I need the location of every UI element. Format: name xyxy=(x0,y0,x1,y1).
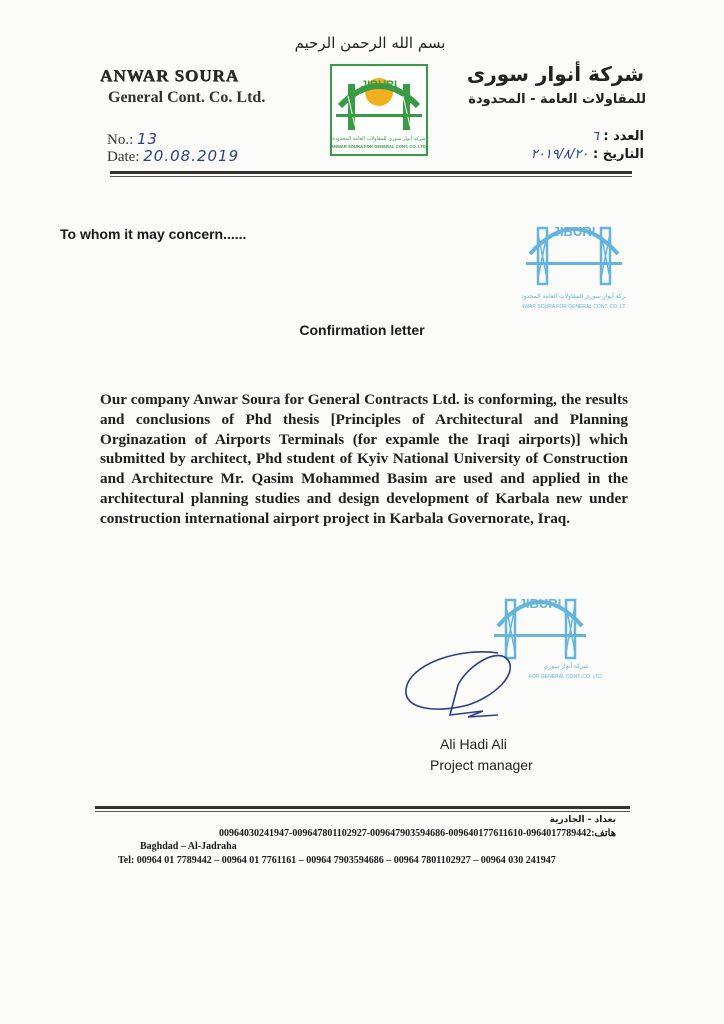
reference-date-ar: التاريخ : ٢٠١٩/٨/٢٠ xyxy=(530,147,644,162)
reference-number: No.: 13 xyxy=(107,130,159,148)
footer-divider xyxy=(95,806,630,809)
svg-text:شركة أنوار سورى للمقاولات العا: شركة أنوار سورى للمقاولات العامة المحدودة xyxy=(332,136,426,142)
bismillah-header: بسم الله الرحمن الرحيم xyxy=(294,34,446,52)
signatory-name: Ali Hadi Ali xyxy=(440,736,507,752)
letter-title: Confirmation letter xyxy=(299,322,425,338)
signatory-role: Project manager xyxy=(430,757,533,773)
svg-text:ANWAR SOURA FOR GENERAL CONT.: ANWAR SOURA FOR GENERAL CONT. CO. LTD. xyxy=(522,304,626,310)
header-divider xyxy=(110,171,632,174)
company-name-en: ANWAR SOURA xyxy=(100,66,239,85)
bridge-logo-icon xyxy=(332,66,426,154)
footer-phones-ar: 00964030241947-009647801102927-009647903594686-009640177611610-0964017789442:هاتف xyxy=(218,828,616,839)
svg-text:JIBURI: JIBURI xyxy=(552,224,596,239)
header-divider-thin xyxy=(110,176,632,177)
handwritten-signature xyxy=(398,645,548,735)
reference-number-ar: العدد : ٦ xyxy=(591,129,644,144)
svg-text:شركة أنوار سورى للمقاولات العا: شركة أنوار سورى للمقاولات العامة المحدودة xyxy=(522,293,626,300)
company-logo xyxy=(330,64,428,156)
company-subtitle-en: General Cont. Co. Ltd. xyxy=(108,89,266,106)
salutation: To whom it may concern...... xyxy=(60,226,247,242)
svg-text:JIBURI: JIBURI xyxy=(518,596,562,611)
handwritten-date: 20.08.2019 xyxy=(143,147,240,165)
company-subtitle-ar: للمقاولات العامة - المحدودة xyxy=(468,92,646,107)
svg-text:شركة أنوار سورى: شركة أنوار سورى xyxy=(543,663,589,670)
company-stamp-top xyxy=(522,208,626,318)
reference-date: Date: 20.08.2019 xyxy=(107,147,240,165)
footer-telephones: Tel: 00964 01 7789442 – 00964 01 7761161 – 00964 7903594686 – 00964 7801102927 – 00964 030 241947 xyxy=(118,855,556,866)
letter-body: Our company Anwar Soura for General Contracts Ltd. is conforming, the results and conclusions of Phd thesis [Principles of Architectural and Planning Orginazation of Airports Terminals (for expamle the Iraqi airports)] which submitted by architect, Phd student of Kyiv National University of Construction and Architecture Mr. Qasim Mohammed Basim are used and applied in the architectural planning studies and design development of Karbala new under construction international airport project in Karbala Governorate, Iraq. xyxy=(100,391,628,527)
handwritten-number: 13 xyxy=(137,130,159,148)
company-name-ar: شركة أنوار سورى xyxy=(466,62,644,86)
svg-text:ANWAR SOURA FOR GENERAL CONT.: ANWAR SOURA FOR GENERAL CONT. CO. LTD. xyxy=(332,144,426,149)
svg-text:FOR GENERAL CONT. CO. LTD.: FOR GENERAL CONT. CO. LTD. xyxy=(528,674,602,680)
footer-address-ar: بغداد - الجادرية xyxy=(549,815,616,825)
svg-text:JIBURI: JIBURI xyxy=(360,79,398,91)
footer-divider-thin xyxy=(95,811,630,812)
footer-city: Baghdad – Al-Jadraha xyxy=(140,841,237,852)
